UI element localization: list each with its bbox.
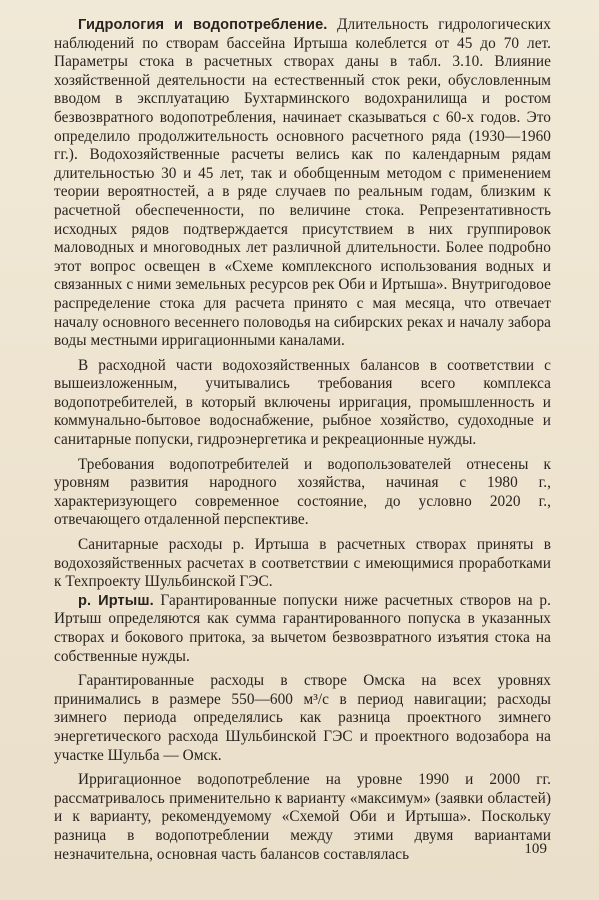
paragraph-expenditure — [54, 357, 551, 450]
paragraph-lead-heading: Гидрология и водопотребление. — [78, 17, 328, 33]
paragraph-hydrology — [54, 16, 551, 351]
paragraph-text: Длительность гидрологических наблюдений по створам бассейна Иртыша колеблется от 45 до 70 лет. Параметры стока в расчетных створах даны в табл. 3.10. Влияние хозяйственной деятельности на естественный сток реки, обусловленным вводом в эксплуатацию Бухтарминского водохранилища и ростом безвозвратного водопотребления, начинает сказываться с 60-х годов. Это определило продолжительность основного расчетного ряда (1930—1960 гг.). Водохозяйственные расчеты велись как по календарным рядам длительностью 30 и 45 лет, так и обобщенным методом с применением теории вероятностей, а в ряде случаев по реальным годам, близким к расчетной обеспеченности, по величине стока. Репрезентативность исходных рядов подтверждается присутствием в них группировок маловодных и многоводных лет различной длительности. Более подробно этот вопрос освещен в «Схеме комплексного использования водных и связанных с ними земельных ресурсов рек Оби и Иртыша». Внутригодовое распределение стока для расчета принято с мая месяца, что отвечает началу основного весеннего половодья на сибирских реках и началу забора воды местными ирригационными каналами. — [54, 16, 551, 350]
paragraph-irtysh — [54, 592, 551, 666]
paragraph-text: Требования водопотребителей и водопользователей отнесены к уровням развития народного хозяйства, начиная с 1980 г., характеризующего современное состояние, до условно 2020 г., отвечающего отдаленной перспективе. — [54, 455, 551, 529]
paragraph-text: Санитарные расходы р. Иртыша в расчетных створах приняты в водохозяйственных расчетах в соответствии с имеющимися проработками к Техпроекту Шульбинской ГЭС. — [54, 536, 551, 591]
paragraph-text: Гарантированные расходы в створе Омска на всех уровнях принимались в размере 550—600 м³/с в период навигации; расходы зимнего периода определялись как разница проектного зимнего энергетического расхода Шульбинской ГЭС и проектного водозабора на участке Шульба — Омск. — [54, 672, 551, 764]
paragraph-requirements — [54, 456, 551, 530]
paragraph-sanitary — [54, 536, 551, 592]
paragraph-irrigation — [54, 771, 551, 864]
paragraph-guaranteed-flows — [54, 672, 551, 765]
page-number: 109 — [524, 841, 547, 857]
paragraph-lead-heading: р. Иртыш. — [78, 592, 154, 609]
paragraph-text: Ирригационное водопотребление на уровне 1990 и 2000 гг. рассматривалось применительно к варианту «максимум» (заявки областей) и к варианту, рекомендуемому «Схемой Оби и Иртыша». Поскольку разница в водопотреблении между этими двумя вариантами незначительна, основная часть балансов составлялась — [54, 771, 551, 863]
paragraph-text: В расходной части водохозяйственных балансов в соответствии с вышеизложенным, учитывались требования всего комплекса водопотребителей, в который включены ирригация, промышленность и коммунально-бытовое водоснабжение, рыбное хозяйство, судоходные и санитарные попуски, гидроэнергетика и рекреационные нужды. — [54, 356, 551, 449]
paragraph-text: Гарантированные попуски ниже расчетных створов на р. Иртыш определяются как сумма гарантированного попуска в указанных створах и бокового притока, за вычетом безвозвратного изъятия стока на собственные нужды. — [54, 591, 552, 665]
